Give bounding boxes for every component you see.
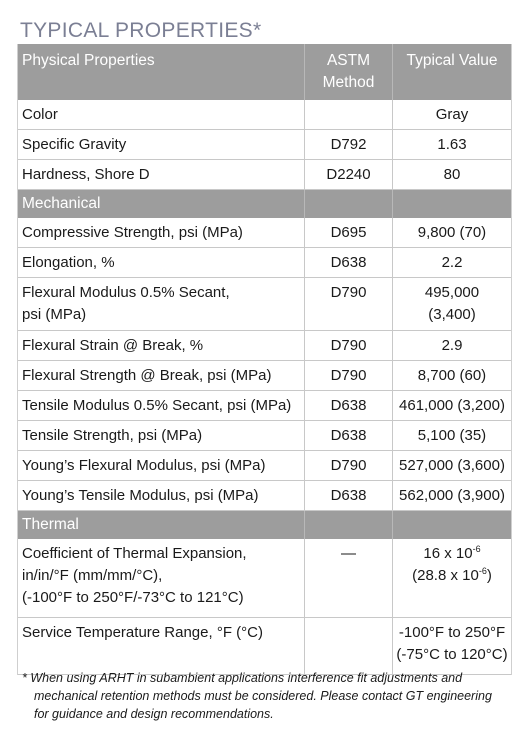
property-label: Elongation, % [18, 248, 305, 277]
typical-value-line2 [393, 565, 511, 587]
property-label: Young’s Tensile Modulus, psi (MPa) [18, 481, 305, 510]
page-title: TYPICAL PROPERTIES* [20, 19, 262, 42]
table-row [18, 100, 511, 130]
footnote-line2: mechanical retention methods must be considered. Please contact GT engineering [34, 689, 492, 703]
table-header [18, 44, 511, 100]
typical-value: 461,000 (3,200) [399, 397, 505, 414]
property-label-line1: Coefficient of Thermal Expansion, [22, 545, 247, 562]
header-physical-properties: Physical Properties [18, 44, 305, 100]
table-row [18, 160, 511, 190]
astm-method [305, 100, 393, 129]
table-row [18, 481, 511, 511]
typical-value: 562,000 (3,900) [399, 487, 505, 504]
table-row [18, 248, 511, 278]
astm-method: D638 [305, 421, 393, 450]
property-label-line1: Flexural Modulus 0.5% Secant, [22, 284, 230, 301]
section-spacer [305, 190, 393, 218]
value-base: (28.8 x 10 [412, 567, 479, 584]
typical-value-line2: (-75°C to 120°C) [396, 646, 508, 663]
typical-value [393, 618, 511, 674]
astm-method: D790 [305, 331, 393, 360]
property-label [18, 278, 305, 330]
table-row [18, 618, 511, 675]
table-row [18, 130, 511, 160]
section-label: Thermal [18, 511, 305, 539]
value-base: 16 x 10 [423, 545, 473, 562]
footnote-line3: for guidance and design recommendations. [34, 707, 274, 721]
typical-value: Gray [435, 106, 469, 123]
property-label [18, 539, 305, 617]
value-exponent: -6 [472, 544, 481, 554]
astm-method [305, 618, 393, 674]
property-label: Specific Gravity [18, 130, 305, 159]
section-spacer [393, 511, 511, 539]
typical-value: 1.63 [437, 136, 467, 153]
header-astm-method [305, 44, 393, 100]
typical-value: 8,700 (60) [417, 367, 487, 384]
astm-method: D2240 [305, 160, 393, 189]
footnote [22, 669, 512, 723]
property-label-line3: (-100°F to 250°F/-73°C to 121°C) [22, 589, 244, 606]
astm-method: — [305, 539, 393, 617]
section-spacer [305, 511, 393, 539]
typical-value-line1: -100°F to 250°F [398, 624, 506, 641]
property-label: Tensile Strength, psi (MPa) [18, 421, 305, 450]
astm-method: D695 [305, 218, 393, 247]
astm-method: D790 [305, 361, 393, 390]
property-label-line2: psi (MPa) [22, 306, 87, 323]
header-astm-line2: Method [322, 74, 375, 91]
typical-value-line1: 495,000 [424, 284, 480, 301]
table-row [18, 421, 511, 451]
astm-method: D792 [305, 130, 393, 159]
astm-method: D638 [305, 481, 393, 510]
footnote-line1: * When using ARHT in subambient applications interference fit adjustments and [22, 671, 463, 685]
header-typical-value: Typical Value [406, 52, 498, 69]
property-label: Young’s Flexural Modulus, psi (MPa) [18, 451, 305, 480]
table-row [18, 361, 511, 391]
section-header-mechanical [18, 190, 511, 218]
property-label: Flexural Strength @ Break, psi (MPa) [18, 361, 305, 390]
astm-method: D790 [305, 278, 393, 330]
astm-method: D790 [305, 451, 393, 480]
astm-method: D638 [305, 391, 393, 420]
typical-value-line1 [393, 543, 511, 565]
property-label: Color [18, 100, 305, 129]
typical-value: 80 [443, 166, 461, 183]
property-label: Compressive Strength, psi (MPa) [18, 218, 305, 247]
table-row [18, 451, 511, 481]
section-label: Mechanical [18, 190, 305, 218]
property-label: Service Temperature Range, °F (°C) [18, 618, 305, 674]
properties-table [17, 44, 512, 675]
table-row [18, 391, 511, 421]
header-astm-line1: ASTM [326, 52, 371, 69]
typical-value: 2.9 [441, 337, 463, 354]
astm-method: D638 [305, 248, 393, 277]
section-spacer [393, 190, 511, 218]
table-row [18, 278, 511, 331]
typical-value: 527,000 (3,600) [399, 457, 505, 474]
property-label-line2: in/in/°F (mm/mm/°C), [22, 567, 163, 584]
property-label: Tensile Modulus 0.5% Secant, psi (MPa) [18, 391, 305, 420]
typical-value: 5,100 (35) [417, 427, 487, 444]
typical-value-line2: (3,400) [428, 306, 476, 323]
typical-value: 2.2 [441, 254, 463, 271]
section-header-thermal [18, 511, 511, 539]
table-row [18, 218, 511, 248]
typical-value [393, 278, 511, 330]
value-exponent: -6 [478, 566, 487, 576]
value-close-paren: ) [486, 567, 492, 584]
property-label: Hardness, Shore D [18, 160, 305, 189]
table-row [18, 539, 511, 618]
property-label: Flexural Strain @ Break, % [18, 331, 305, 360]
typical-value: 9,800 (70) [417, 224, 487, 241]
table-row [18, 331, 511, 361]
typical-value [393, 539, 511, 617]
